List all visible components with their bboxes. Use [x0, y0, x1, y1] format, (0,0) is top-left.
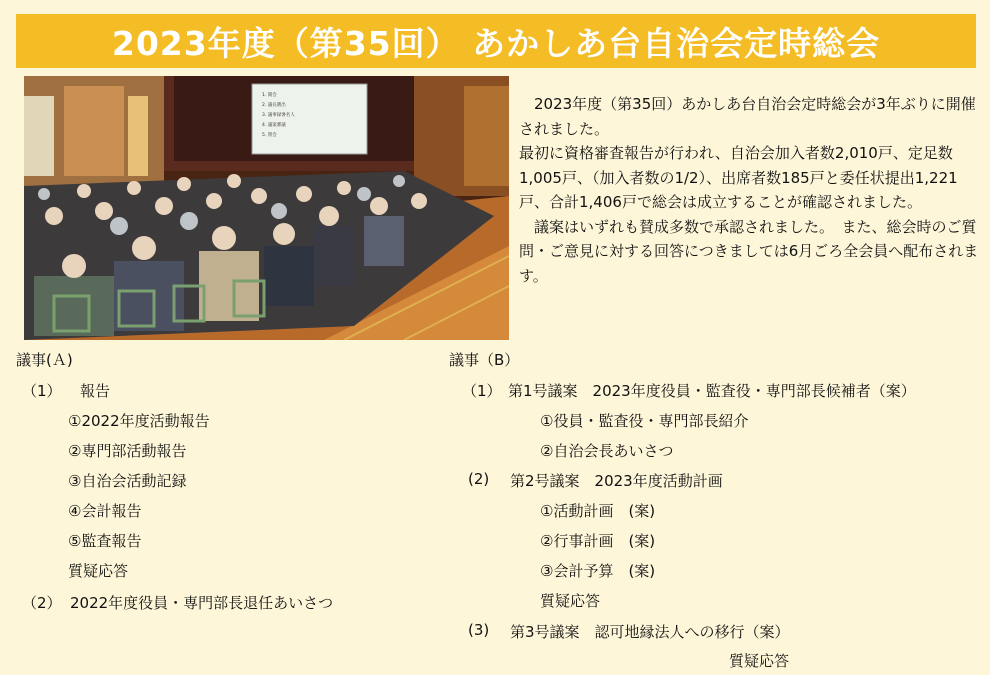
- intro-text: [519, 92, 979, 288]
- agenda-b-sub-item: 質疑応答: [729, 652, 790, 670]
- agenda-b-sub-item: ①活動計画 (案): [540, 502, 656, 520]
- intro-paragraph-3: 議案はいずれも賛成多数で承認されました。 また、総会時のご質問・ご意見に対する回答につきましては6月ごろ全会員へ配布されます。: [519, 217, 979, 285]
- screen-line: 1. 開会: [262, 93, 277, 98]
- agenda-a-sub-item: ③自治会活動記録: [68, 472, 187, 490]
- agenda-b-sub-item: ②行事計画 (案): [540, 532, 656, 550]
- agenda-a-sub-item: ④会計報告: [68, 502, 142, 520]
- agenda-a-sub-item: ②専門部活動報告: [68, 442, 187, 460]
- intro-paragraph-1: 2023年度（第35回）あかしあ台自治会定時総会が3年ぶりに開催されました。: [519, 95, 976, 138]
- screen-line: 3. 議事録署名人: [262, 113, 295, 118]
- agenda-a-item-2-number: （2）: [22, 594, 62, 612]
- agenda-b-sub-item: ③会計予算 (案): [540, 562, 656, 580]
- agenda-a-item-1-number: （1）: [22, 382, 62, 400]
- agenda-a-heading: 議事(Ａ): [16, 351, 73, 369]
- agenda-b-sub-item: ①役員・監査役・専門部長紹介: [540, 412, 749, 430]
- agenda-a-sub-item: ⑤監査報告: [68, 532, 142, 550]
- intro-paragraph-2: 最初に資格審査報告が行われ、自治会加入者数2,010戸、定足数1,005戸、（加入者数の1/2）、出席者数185戸と委任状提出1,221戸、合計1,406戸で総会は成立することが確認されました。: [519, 144, 958, 211]
- agenda-b-item-3-number: (3): [468, 621, 490, 639]
- agenda-a-item-1-label: 報告: [80, 382, 111, 400]
- agenda-b-sub-item: 質疑応答: [540, 592, 601, 610]
- screen-line: 2. 議長選出: [262, 103, 286, 108]
- agenda-b-item-1-label: 第1号議案 2023年度役員・監査役・専門部長候補者（案）: [508, 382, 916, 400]
- agenda-b-item-3-label: 第3号議案 認可地縁法人への移行（案）: [510, 623, 790, 641]
- agenda-a-sub-item: ①2022年度活動報告: [68, 412, 210, 430]
- agenda-a-item-2-label: 2022年度役員・専門部長退任あいさつ: [70, 594, 334, 612]
- page-title: 2023年度（第35回） あかしあ台自治会定時総会: [111, 23, 881, 63]
- agenda-b-item-2-label: 第2号議案 2023年度活動計画: [510, 472, 723, 490]
- agenda-b-item-1-number: （1）: [462, 382, 502, 400]
- agenda-b-item-2-number: (2): [468, 470, 490, 488]
- screen-line: 5. 閉会: [262, 133, 277, 138]
- agenda-b-sub-item: ②自治会長あいさつ: [540, 442, 674, 460]
- title-banner: [16, 14, 976, 68]
- agenda-a-sub-item: 質疑応答: [68, 562, 129, 580]
- screen-line: 4. 議案審議: [262, 123, 286, 128]
- agenda-b-heading: 議事（B）: [449, 351, 520, 369]
- meeting-photo: [24, 76, 509, 340]
